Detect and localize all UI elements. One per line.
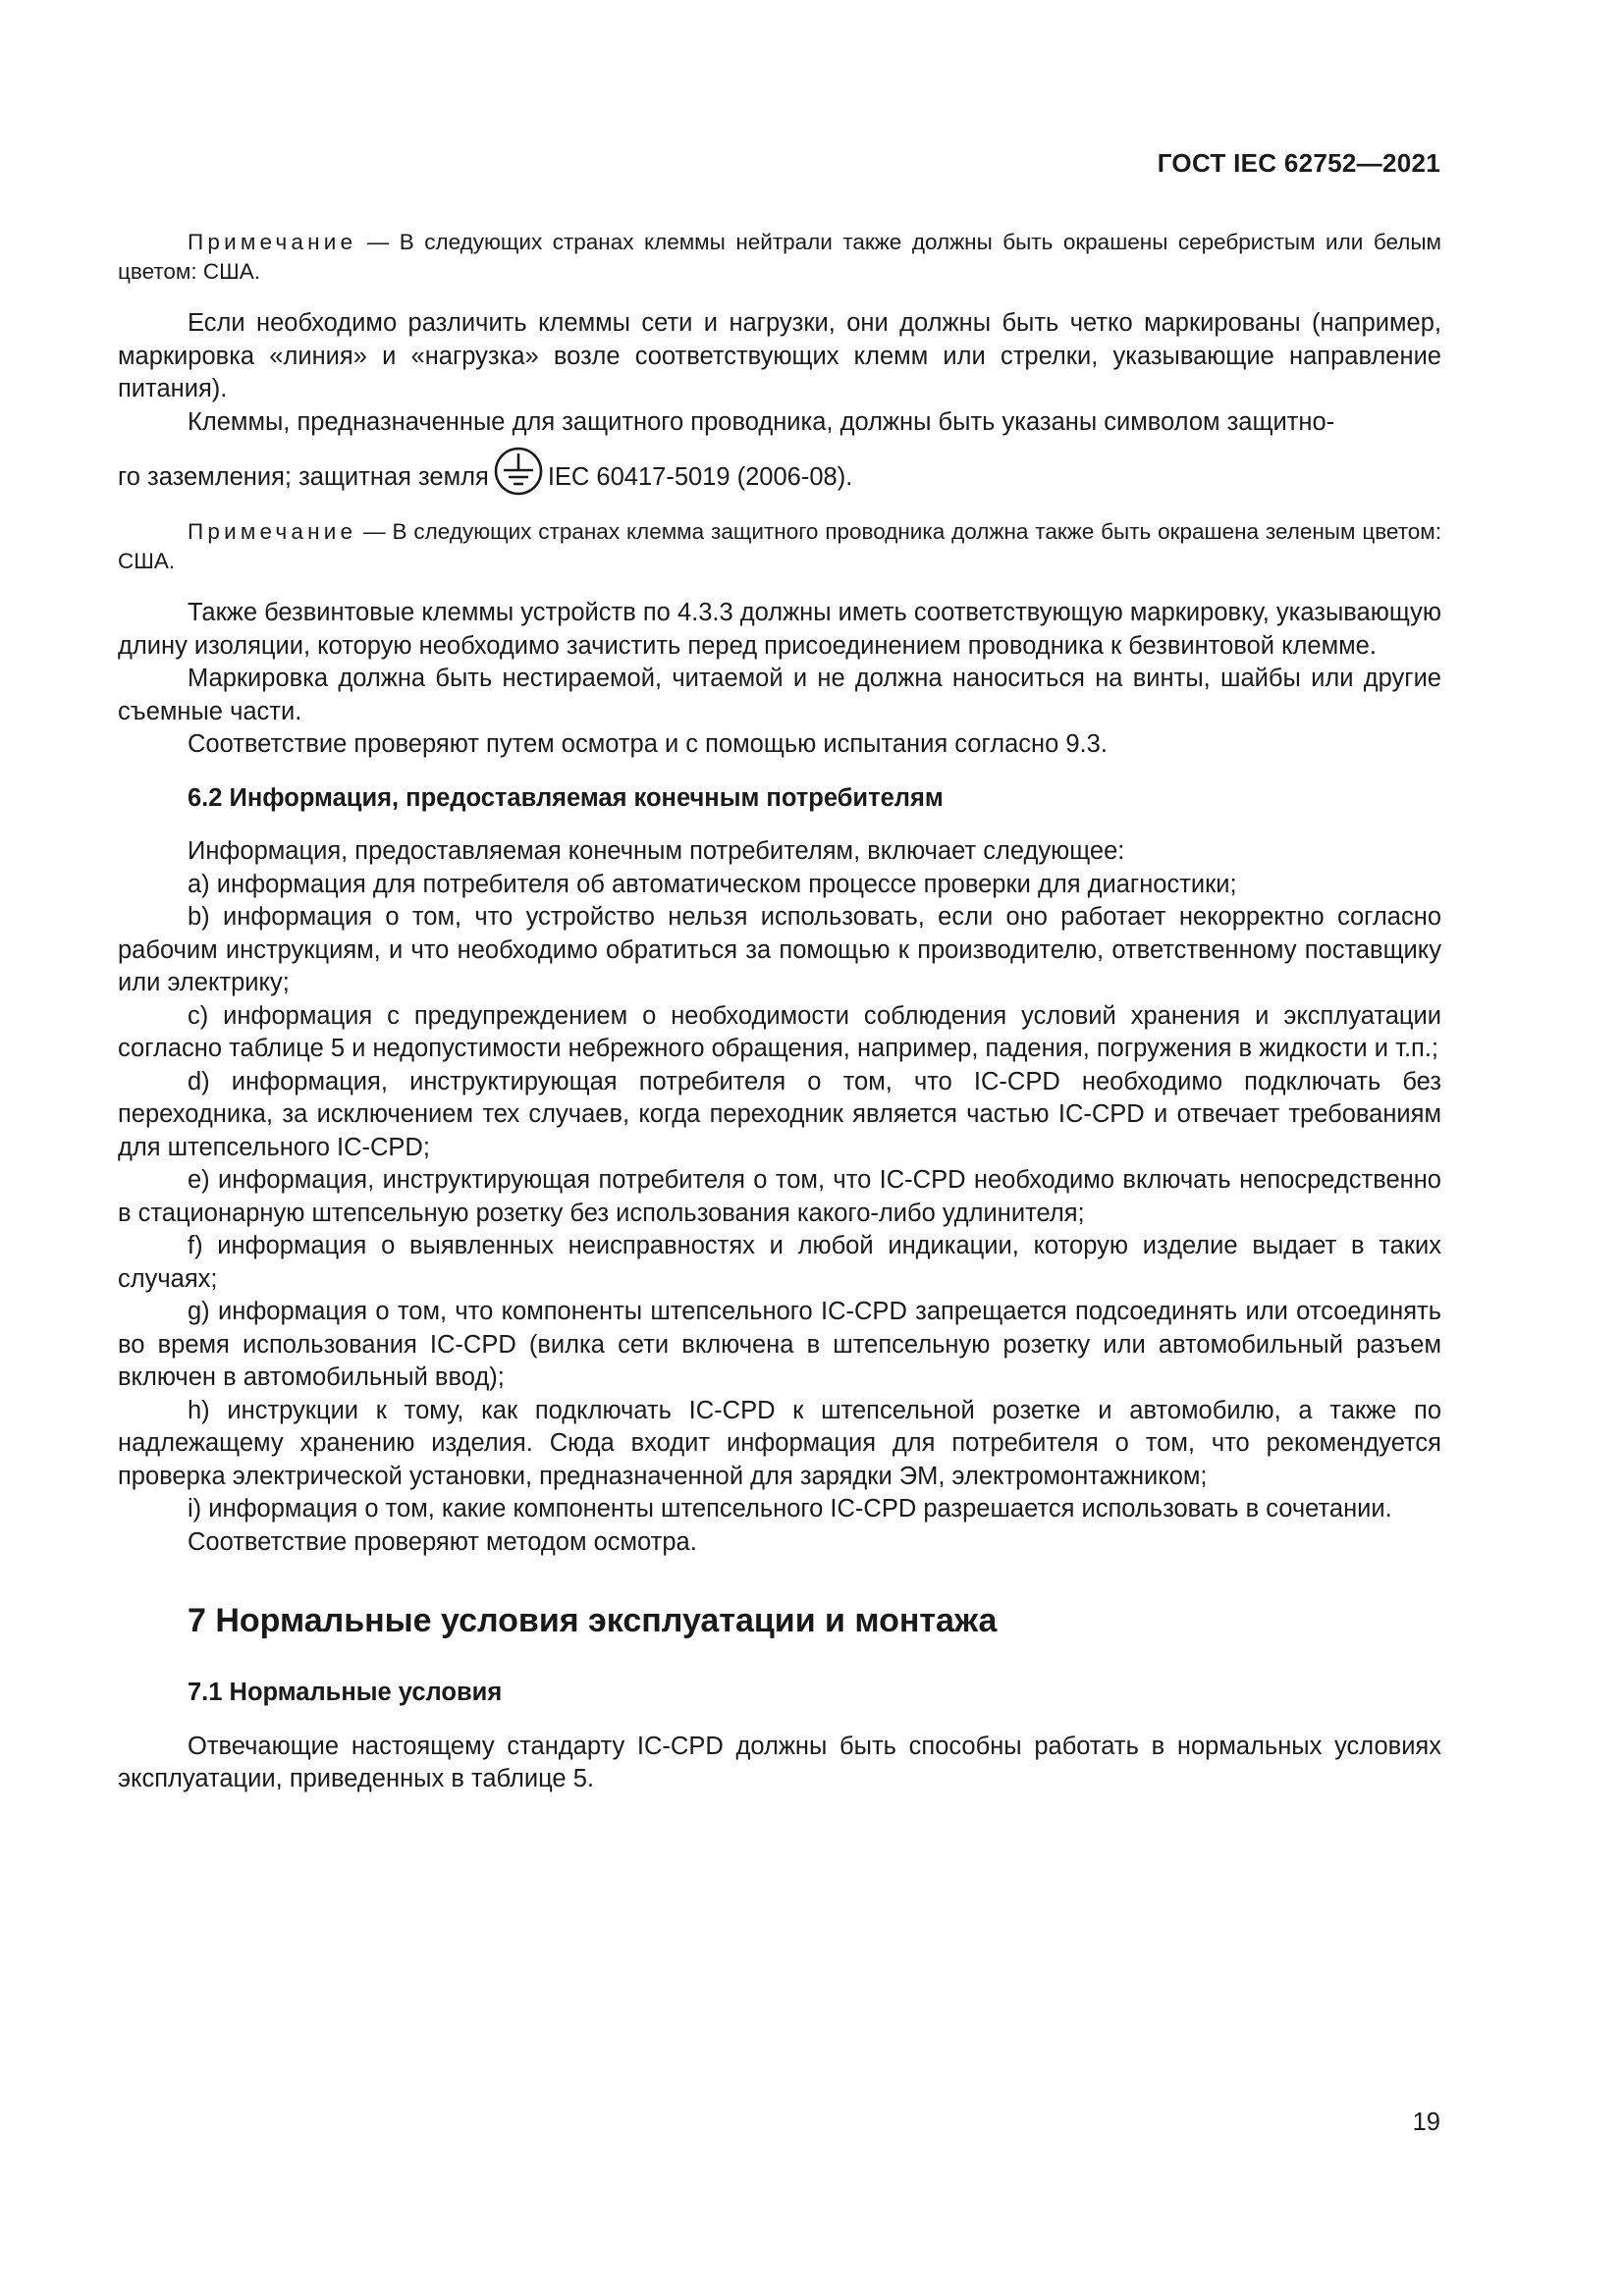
protective-earth-icon: [493, 446, 544, 497]
section-6-2-intro: Информация, предоставляемая конечным потребителям, включает следующее:: [188, 837, 1125, 865]
section-7-1-text: Отвечающие настоящему стандарту IC-CPD должны быть способны работать в нормальных условиях эксплуатации, приведенных в таблице 5.: [118, 1732, 1441, 1792]
list-item-c: c) информация с предупреждением о необходимости соблюдения условий хранения и эксплуатации согласно таблице 5 и недопустимости небрежного обращения, например, падения, погружения в жидкости и т.п.;: [118, 1001, 1441, 1062]
paragraph-compliance-check-9-3: Соответствие проверяют путем осмотра и с помощью испытания согласно 9.3.: [188, 730, 1108, 758]
ground-text-standard: IEC 60417-5019 (2006-08).: [547, 463, 853, 491]
list-item-b: b) информация о том, что устройство нельзя использовать, если оно работает некорректно согласно рабочим инструкциям, и что необходимо обратиться за помощью к производителю, ответственному поставщику или электрику;: [118, 903, 1441, 996]
page-number: 19: [1412, 2109, 1440, 2136]
note-text: — В следующих странах клеммы нейтрали также должны быть окрашены серебристым или белым цветом: США.: [118, 230, 1441, 284]
list-item-e: e) информация, инструктирующая потребителя о том, что IC-CPD необходимо включать непосредственно в стационарную штепсельную розетку без использования какого-либо удлинителя;: [118, 1166, 1441, 1227]
paragraph-ground-terminal: Клеммы, предназначенные для защитного проводника, должны быть указаны символом защитно-: [188, 407, 1335, 436]
list-item-i: i) информация о том, какие компоненты штепсельного IC-CPD разрешается использовать в сочетании.: [188, 1495, 1392, 1522]
ground-text-lead: го заземления; защитная земля: [118, 463, 489, 491]
note-label: Примечание: [188, 230, 357, 254]
paragraph-terminals-marking: Если необходимо различить клеммы сети и нагрузки, они должны быть четко маркированы (например, маркировка «линия» и «нагрузка» возле соответствующих клемм или стрелки, указывающие направление питания).: [118, 309, 1441, 402]
section-6-2-compliance-check: Соответствие проверяют методом осмотра.: [188, 1527, 697, 1556]
list-item-g: g) информация о том, что компоненты штепсельного IC-CPD запрещается подсоединять или отсоединять во время использования IC-CPD (вилка сети включена в штепсельную розетку или автомобильный разъем включен в автомобильный ввод);: [118, 1298, 1441, 1391]
note-ground-color: [118, 517, 1441, 576]
list-item-d: d) информация, инструктирующая потребителя о том, что IC-CPD необходимо подключать без переходника, за исключением тех случаев, когда переходник является частью IC-CPD и отвечает требованиям для штепсельного IC-CPD;: [118, 1067, 1441, 1161]
note-text: — В следующих странах клемма защитного проводника должна также быть окрашена зеленым цветом: США.: [118, 519, 1441, 573]
paragraph-screwless-terminals: Также безвинтовые клеммы устройств по 4.3.3 должны иметь соответствующую маркировку, указывающую длину изоляции, которую необходимо зачистить перед присоединением проводника к безвинтовой клемме.: [118, 599, 1441, 660]
paragraph-marking-durability: Маркировка должна быть нестираемой, читаемой и не должна наноситься на винты, шайбы или другие съемные части.: [118, 665, 1441, 725]
document-header: ГОСТ IEC 62752—2021: [1157, 148, 1440, 178]
note-neutral-color: [118, 228, 1441, 287]
section-6-2-heading: 6.2 Информация, предоставляемая конечным потребителям: [188, 783, 944, 812]
note-label: Примечание: [188, 519, 357, 544]
page-content: [118, 228, 1441, 1796]
paragraph-ground-terminal-continued: [118, 446, 1441, 497]
section-7-1-heading: 7.1 Нормальные условия: [188, 1679, 503, 1706]
list-item-h: h) инструкции к тому, как подключать IC-CPD к штепсельной розетке и автомобилю, а также по надлежащему хранению изделия. Сюда входит информация для потребителя о том, что рекомендуется проверка электрической установки, предназначенной для зарядки ЭМ, электромонтажником;: [118, 1396, 1441, 1490]
list-item-f: f) информация о выявленных неисправностях и любой индикации, которую изделие выдает в таких случаях;: [118, 1232, 1441, 1293]
section-7-heading: 7 Нормальные условия эксплуатации и монтажа: [188, 1602, 998, 1639]
list-item-a: a) информация для потребителя об автоматическом процессе проверки для диагностики;: [188, 870, 1237, 898]
